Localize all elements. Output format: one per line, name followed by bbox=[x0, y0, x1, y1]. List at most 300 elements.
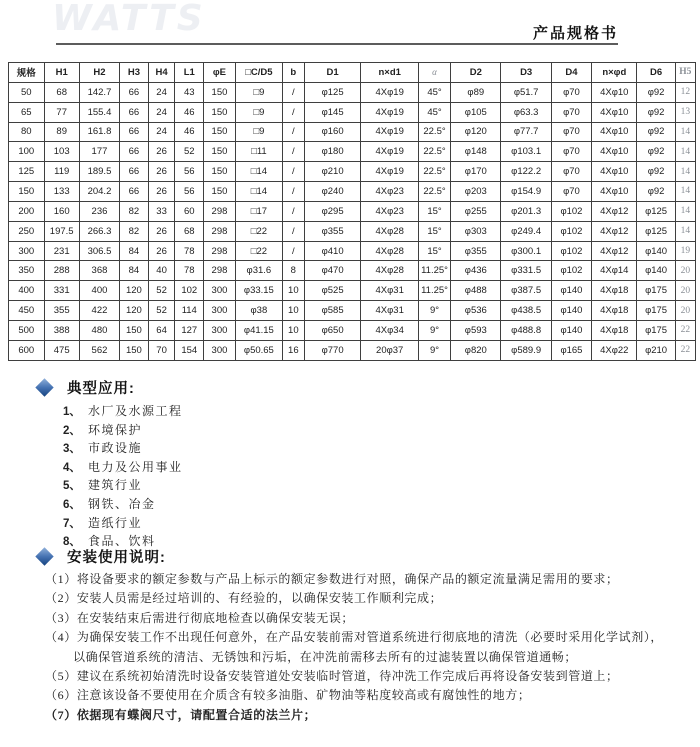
table-cell: 26 bbox=[148, 221, 175, 241]
table-cell: φ33.15 bbox=[235, 281, 282, 301]
instruction-marker: （2） bbox=[45, 591, 77, 606]
table-cell: φ160 bbox=[304, 122, 361, 142]
table-cell: 4Xφ19 bbox=[361, 142, 418, 162]
table-row bbox=[9, 182, 696, 202]
table-cell: 160 bbox=[44, 201, 79, 221]
table-cell: □17 bbox=[235, 201, 282, 221]
table-cell: 52 bbox=[148, 301, 175, 321]
column-header: H3 bbox=[120, 63, 149, 83]
instruction-line bbox=[45, 589, 686, 608]
table-cell: 150 bbox=[204, 102, 236, 122]
table-cell: 82 bbox=[120, 201, 149, 221]
table-cell: 70 bbox=[148, 340, 175, 360]
table-cell: 56 bbox=[175, 182, 204, 202]
item-number: 7、 bbox=[63, 517, 81, 530]
table-cell: 52 bbox=[175, 142, 204, 162]
table-cell: 133 bbox=[44, 182, 79, 202]
table-cell: / bbox=[282, 201, 304, 221]
table-cell: 150 bbox=[204, 82, 236, 102]
table-cell: 125 bbox=[9, 162, 45, 182]
table-cell: 204.2 bbox=[79, 182, 119, 202]
table-cell: 10 bbox=[282, 320, 304, 340]
instruction-marker: （7） bbox=[45, 707, 77, 722]
table-cell: 68 bbox=[44, 82, 79, 102]
table-cell: 161.8 bbox=[79, 122, 119, 142]
table-cell: 600 bbox=[9, 340, 45, 360]
table-cell: φ410 bbox=[304, 241, 361, 261]
table-cell: φ650 bbox=[304, 320, 361, 340]
table-cell: φ148 bbox=[451, 142, 501, 162]
item-number: 4、 bbox=[63, 461, 81, 474]
table-cell: 331 bbox=[44, 281, 79, 301]
table-cell: φ70 bbox=[551, 82, 591, 102]
table-cell: 350 bbox=[9, 261, 45, 281]
instruction-text: 在安装结束后需进行彻底地检查以确保安装无误； bbox=[76, 610, 355, 625]
table-cell: φ102 bbox=[551, 201, 591, 221]
table-cell: φ77.7 bbox=[501, 122, 551, 142]
table-cell: 14 bbox=[675, 122, 695, 142]
table-cell: φ70 bbox=[551, 182, 591, 202]
table-cell: φ331.5 bbox=[501, 261, 551, 281]
table-cell: φ105 bbox=[451, 102, 501, 122]
table-cell: 177 bbox=[79, 142, 119, 162]
table-cell: / bbox=[282, 102, 304, 122]
item-text: 市政设施 bbox=[88, 441, 143, 456]
column-header: L1 bbox=[175, 63, 204, 83]
table-cell: 66 bbox=[120, 102, 149, 122]
table-cell: φ201.3 bbox=[501, 201, 551, 221]
table-cell: 480 bbox=[79, 320, 119, 340]
applications-title: 典型应用: bbox=[67, 380, 135, 397]
table-cell: 388 bbox=[44, 320, 79, 340]
instruction-marker: （4） bbox=[45, 630, 77, 645]
table-cell: φ92 bbox=[637, 82, 675, 102]
table-row bbox=[9, 301, 696, 321]
table-cell: 9° bbox=[418, 320, 450, 340]
table-cell: 66 bbox=[120, 182, 149, 202]
table-cell: 19 bbox=[675, 241, 695, 261]
instruction-line bbox=[45, 686, 686, 705]
table-cell: 100 bbox=[9, 142, 45, 162]
table-cell: 4Xφ23 bbox=[361, 201, 418, 221]
table-cell: φ175 bbox=[637, 281, 675, 301]
table-cell: 20 bbox=[675, 261, 695, 281]
instruction-line bbox=[45, 628, 686, 647]
table-cell: φ170 bbox=[451, 162, 501, 182]
table-cell: φ255 bbox=[451, 201, 501, 221]
table-cell: 8 bbox=[282, 261, 304, 281]
table-cell: φ140 bbox=[551, 281, 591, 301]
typical-applications-section bbox=[38, 378, 183, 551]
table-cell: 45° bbox=[418, 102, 450, 122]
table-cell: φ122.2 bbox=[501, 162, 551, 182]
table-cell: φ70 bbox=[551, 142, 591, 162]
table-cell: 4Xφ10 bbox=[592, 82, 637, 102]
table-cell: 26 bbox=[148, 241, 175, 261]
page-title: 产品规格书 bbox=[532, 25, 618, 42]
table-cell: φ70 bbox=[551, 102, 591, 122]
column-header: H5 bbox=[675, 63, 695, 83]
table-cell: / bbox=[282, 82, 304, 102]
table-cell: 14 bbox=[675, 142, 695, 162]
table-cell: 4Xφ19 bbox=[361, 122, 418, 142]
column-header: D4 bbox=[551, 63, 591, 83]
table-cell: 562 bbox=[79, 340, 119, 360]
table-cell: φ210 bbox=[637, 340, 675, 360]
table-cell: 60 bbox=[175, 201, 204, 221]
table-cell: φ536 bbox=[451, 301, 501, 321]
table-cell: φ820 bbox=[451, 340, 501, 360]
table-cell: 355 bbox=[44, 301, 79, 321]
table-cell: 12 bbox=[675, 82, 695, 102]
instruction-text: 依据现有蝶阀尺寸，请配置合适的法兰片； bbox=[76, 707, 317, 722]
table-cell: 236 bbox=[79, 201, 119, 221]
table-cell: 22 bbox=[675, 320, 695, 340]
table-cell: φ140 bbox=[551, 301, 591, 321]
applications-heading bbox=[38, 378, 183, 396]
table-cell: 77 bbox=[44, 102, 79, 122]
column-header: φE bbox=[204, 63, 236, 83]
table-cell: φ92 bbox=[637, 102, 675, 122]
column-header: H4 bbox=[148, 63, 175, 83]
instruction-marker: （3） bbox=[45, 610, 77, 625]
table-cell: 102 bbox=[175, 281, 204, 301]
table-cell: φ203 bbox=[451, 182, 501, 202]
table-row bbox=[9, 281, 696, 301]
table-cell: 9° bbox=[418, 340, 450, 360]
column-header: α bbox=[418, 63, 450, 83]
table-cell: 231 bbox=[44, 241, 79, 261]
column-header: □C/D5 bbox=[235, 63, 282, 83]
table-cell: φ180 bbox=[304, 142, 361, 162]
table-cell: 400 bbox=[9, 281, 45, 301]
table-cell: φ89 bbox=[451, 82, 501, 102]
table-cell: 82 bbox=[120, 221, 149, 241]
table-cell: 142.7 bbox=[79, 82, 119, 102]
column-header: D1 bbox=[304, 63, 361, 83]
column-header: n×d1 bbox=[361, 63, 418, 83]
table-cell: 26 bbox=[148, 142, 175, 162]
diamond-bullet-icon bbox=[35, 547, 53, 565]
table-cell: 66 bbox=[120, 162, 149, 182]
table-cell: φ63.3 bbox=[501, 102, 551, 122]
table-cell: φ41.15 bbox=[235, 320, 282, 340]
table-cell: 150 bbox=[120, 340, 149, 360]
table-cell: 266.3 bbox=[79, 221, 119, 241]
table-cell: 89 bbox=[44, 122, 79, 142]
table-cell: □9 bbox=[235, 82, 282, 102]
table-cell: φ125 bbox=[637, 221, 675, 241]
application-list-item bbox=[63, 476, 183, 495]
table-cell: φ70 bbox=[551, 162, 591, 182]
table-cell: φ140 bbox=[551, 320, 591, 340]
item-text: 水厂及水源工程 bbox=[88, 404, 183, 418]
watermark-logo: WATTS bbox=[52, 0, 206, 39]
table-cell: 4Xφ14 bbox=[592, 261, 637, 281]
column-header: 规格 bbox=[9, 63, 45, 83]
item-text: 环境保护 bbox=[88, 422, 143, 437]
instruction-text: 以确保管道系统的清洁、无锈蚀和污垢，在冲洗前需移去所有的过滤装置以确保管道通畅； bbox=[73, 649, 578, 664]
table-cell: 298 bbox=[204, 201, 236, 221]
table-cell: 298 bbox=[204, 261, 236, 281]
table-cell: 52 bbox=[148, 281, 175, 301]
table-cell: 4Xφ23 bbox=[361, 182, 418, 202]
table-cell: φ145 bbox=[304, 102, 361, 122]
table-cell: φ140 bbox=[637, 241, 675, 261]
table-cell: 103 bbox=[44, 142, 79, 162]
column-header: H2 bbox=[79, 63, 119, 83]
table-cell: φ70 bbox=[551, 122, 591, 142]
table-cell: 300 bbox=[9, 241, 45, 261]
installation-instructions-section bbox=[38, 547, 686, 725]
table-row bbox=[9, 201, 696, 221]
table-cell: / bbox=[282, 182, 304, 202]
table-cell: φ585 bbox=[304, 301, 361, 321]
column-header: D2 bbox=[451, 63, 501, 83]
item-text: 电力及公用事业 bbox=[88, 459, 183, 474]
table-cell: φ50.65 bbox=[235, 340, 282, 360]
table-cell: 22 bbox=[675, 340, 695, 360]
table-cell: φ593 bbox=[451, 320, 501, 340]
table-cell: 66 bbox=[120, 82, 149, 102]
instruction-marker: （5） bbox=[45, 669, 77, 684]
table-row bbox=[9, 261, 696, 281]
instruction-line bbox=[45, 667, 686, 686]
column-header: b bbox=[282, 63, 304, 83]
table-cell: 45° bbox=[418, 82, 450, 102]
instruction-text: 为确保安装工作不出现任何意外，在产品安装前需对管道系统进行彻底地的清洗（必要时采用化学试剂）， bbox=[76, 630, 664, 645]
table-cell: 22.5° bbox=[418, 182, 450, 202]
table-cell: 16 bbox=[282, 340, 304, 360]
table-cell: 120 bbox=[120, 301, 149, 321]
table-cell: 56 bbox=[175, 162, 204, 182]
table-cell: 150 bbox=[9, 182, 45, 202]
table-cell: 4Xφ31 bbox=[361, 281, 418, 301]
table-cell: 300 bbox=[204, 340, 236, 360]
table-row bbox=[9, 82, 696, 102]
table-cell: 68 bbox=[175, 221, 204, 241]
application-list-item bbox=[63, 458, 183, 477]
table-cell: φ387.5 bbox=[501, 281, 551, 301]
table-cell: 155.4 bbox=[79, 102, 119, 122]
instruction-line bbox=[45, 609, 686, 628]
table-cell: 24 bbox=[148, 82, 175, 102]
table-cell: 4Xφ18 bbox=[592, 281, 637, 301]
table-cell: φ300.1 bbox=[501, 241, 551, 261]
instruction-line bbox=[45, 570, 686, 589]
table-cell: 4Xφ10 bbox=[592, 162, 637, 182]
table-cell: 197.5 bbox=[44, 221, 79, 241]
table-cell: φ249.4 bbox=[501, 221, 551, 241]
table-cell: 80 bbox=[9, 122, 45, 142]
table-cell: 20 bbox=[675, 301, 695, 321]
table-cell: 14 bbox=[675, 221, 695, 241]
table-cell: 14 bbox=[675, 182, 695, 202]
table-cell: □22 bbox=[235, 221, 282, 241]
table-cell: 15° bbox=[418, 201, 450, 221]
table-cell: 4Xφ22 bbox=[592, 340, 637, 360]
table-cell: 43 bbox=[175, 82, 204, 102]
header-divider bbox=[56, 43, 618, 45]
table-cell: φ175 bbox=[637, 320, 675, 340]
table-cell: 4Xφ19 bbox=[361, 102, 418, 122]
table-cell: 22.5° bbox=[418, 142, 450, 162]
table-cell: φ589.9 bbox=[501, 340, 551, 360]
table-cell: 127 bbox=[175, 320, 204, 340]
table-cell: φ92 bbox=[637, 142, 675, 162]
table-cell: 4Xφ10 bbox=[592, 102, 637, 122]
table-cell: 368 bbox=[79, 261, 119, 281]
table-row bbox=[9, 122, 696, 142]
table-cell: 14 bbox=[675, 201, 695, 221]
table-cell: / bbox=[282, 162, 304, 182]
table-cell: 298 bbox=[204, 221, 236, 241]
application-list-item bbox=[63, 402, 183, 421]
table-cell: 114 bbox=[175, 301, 204, 321]
table-cell: 500 bbox=[9, 320, 45, 340]
table-cell: 33 bbox=[148, 201, 175, 221]
table-cell: 306.5 bbox=[79, 241, 119, 261]
table-cell: 24 bbox=[148, 102, 175, 122]
table-row bbox=[9, 142, 696, 162]
instruction-marker: （6） bbox=[45, 688, 77, 703]
table-cell: φ436 bbox=[451, 261, 501, 281]
table-cell: 150 bbox=[204, 162, 236, 182]
table-cell: 78 bbox=[175, 241, 204, 261]
table-cell: 154 bbox=[175, 340, 204, 360]
table-cell: φ92 bbox=[637, 162, 675, 182]
table-cell: 46 bbox=[175, 122, 204, 142]
table-cell: 4Xφ10 bbox=[592, 182, 637, 202]
table-cell: / bbox=[282, 142, 304, 162]
table-cell: 422 bbox=[79, 301, 119, 321]
table-cell: □14 bbox=[235, 162, 282, 182]
table-header-row bbox=[9, 63, 696, 83]
instruction-text: 将设备要求的额定参数与产品上标示的额定参数进行对照，确保产品的额定流量满足需用的要求； bbox=[76, 572, 619, 586]
table-cell: 150 bbox=[120, 320, 149, 340]
instruction-text: 建议在系统初始清洗时设备安装管道处安装临时管道，待冲洗工作完成后再将设备安装到管道上； bbox=[76, 669, 619, 684]
table-cell: 9° bbox=[418, 301, 450, 321]
item-text: 建筑行业 bbox=[88, 478, 143, 493]
table-cell: 26 bbox=[148, 182, 175, 202]
table-cell: φ303 bbox=[451, 221, 501, 241]
table-cell: 20φ37 bbox=[361, 340, 418, 360]
application-list-item bbox=[63, 439, 183, 458]
table-cell: □11 bbox=[235, 142, 282, 162]
item-text: 食品、饮料 bbox=[88, 534, 156, 549]
table-cell: φ31.6 bbox=[235, 261, 282, 281]
table-cell: 66 bbox=[120, 142, 149, 162]
table-cell: 4Xφ34 bbox=[361, 320, 418, 340]
application-list-item bbox=[63, 514, 183, 533]
table-cell: 200 bbox=[9, 201, 45, 221]
table-cell: 22.5° bbox=[418, 122, 450, 142]
table-cell: 150 bbox=[204, 182, 236, 202]
table-cell: φ102 bbox=[551, 241, 591, 261]
instruction-text: 安装人员需是经过培训的、有经验的，以确保安装工作顺利完成； bbox=[76, 591, 443, 606]
table-row bbox=[9, 102, 696, 122]
dimension-spec-table bbox=[8, 62, 696, 361]
table-cell: φ175 bbox=[637, 301, 675, 321]
table-cell: φ125 bbox=[304, 82, 361, 102]
instruction-line bbox=[45, 648, 686, 667]
table-cell: 20 bbox=[675, 281, 695, 301]
table-cell: □9 bbox=[235, 122, 282, 142]
table-cell: 24 bbox=[148, 122, 175, 142]
diamond-bullet-icon bbox=[35, 378, 53, 396]
column-header: n×φd bbox=[592, 63, 637, 83]
table-cell: 4Xφ12 bbox=[592, 221, 637, 241]
table-row bbox=[9, 320, 696, 340]
table-cell: 40 bbox=[148, 261, 175, 281]
table-cell: 11.25° bbox=[418, 261, 450, 281]
instruction-line bbox=[45, 706, 686, 725]
table-cell: 298 bbox=[204, 241, 236, 261]
table-row bbox=[9, 162, 696, 182]
instructions-list bbox=[45, 570, 686, 725]
table-cell: φ102 bbox=[551, 261, 591, 281]
table-cell: φ770 bbox=[304, 340, 361, 360]
table-cell: φ120 bbox=[451, 122, 501, 142]
column-header: H1 bbox=[44, 63, 79, 83]
application-list-item bbox=[63, 421, 183, 440]
item-text: 造纸行业 bbox=[88, 515, 143, 530]
table-cell: 4Xφ10 bbox=[592, 122, 637, 142]
table-cell: 46 bbox=[175, 102, 204, 122]
table-cell: 450 bbox=[9, 301, 45, 321]
table-cell: 150 bbox=[204, 142, 236, 162]
table-cell: 120 bbox=[120, 281, 149, 301]
table-cell: / bbox=[282, 122, 304, 142]
item-number: 2、 bbox=[63, 424, 81, 437]
table-cell: 189.5 bbox=[79, 162, 119, 182]
table-cell: 400 bbox=[79, 281, 119, 301]
table-cell: φ92 bbox=[637, 182, 675, 202]
instructions-title: 安装使用说明: bbox=[67, 549, 166, 566]
table-cell: 15° bbox=[418, 241, 450, 261]
instruction-text: 注意该设备不要使用在介质含有较多油脂、矿物油等粘度较高或有腐蚀性的地方； bbox=[76, 688, 531, 703]
table-cell: φ240 bbox=[304, 182, 361, 202]
table-cell: φ355 bbox=[451, 241, 501, 261]
table-cell: 26 bbox=[148, 162, 175, 182]
table-cell: φ488 bbox=[451, 281, 501, 301]
table-cell: 288 bbox=[44, 261, 79, 281]
item-number: 1、 bbox=[63, 406, 81, 418]
table-cell: 10 bbox=[282, 301, 304, 321]
table-cell: 4Xφ10 bbox=[592, 142, 637, 162]
table-cell: 4Xφ18 bbox=[592, 301, 637, 321]
table-cell: φ210 bbox=[304, 162, 361, 182]
table-row bbox=[9, 241, 696, 261]
table-cell: 4Xφ28 bbox=[361, 241, 418, 261]
table-cell: φ92 bbox=[637, 122, 675, 142]
table-cell: φ295 bbox=[304, 201, 361, 221]
table-cell: 11.25° bbox=[418, 281, 450, 301]
table-cell: 14 bbox=[675, 162, 695, 182]
item-number: 5、 bbox=[63, 480, 81, 493]
table-cell: 4Xφ12 bbox=[592, 241, 637, 261]
table-cell: 119 bbox=[44, 162, 79, 182]
column-header: D3 bbox=[501, 63, 551, 83]
table-cell: □9 bbox=[235, 102, 282, 122]
table-cell: 150 bbox=[204, 122, 236, 142]
table-cell: φ438.5 bbox=[501, 301, 551, 321]
table-cell: 250 bbox=[9, 221, 45, 241]
table-cell: □22 bbox=[235, 241, 282, 261]
table-cell: φ525 bbox=[304, 281, 361, 301]
table-cell: φ154.9 bbox=[501, 182, 551, 202]
table-cell: 300 bbox=[204, 320, 236, 340]
